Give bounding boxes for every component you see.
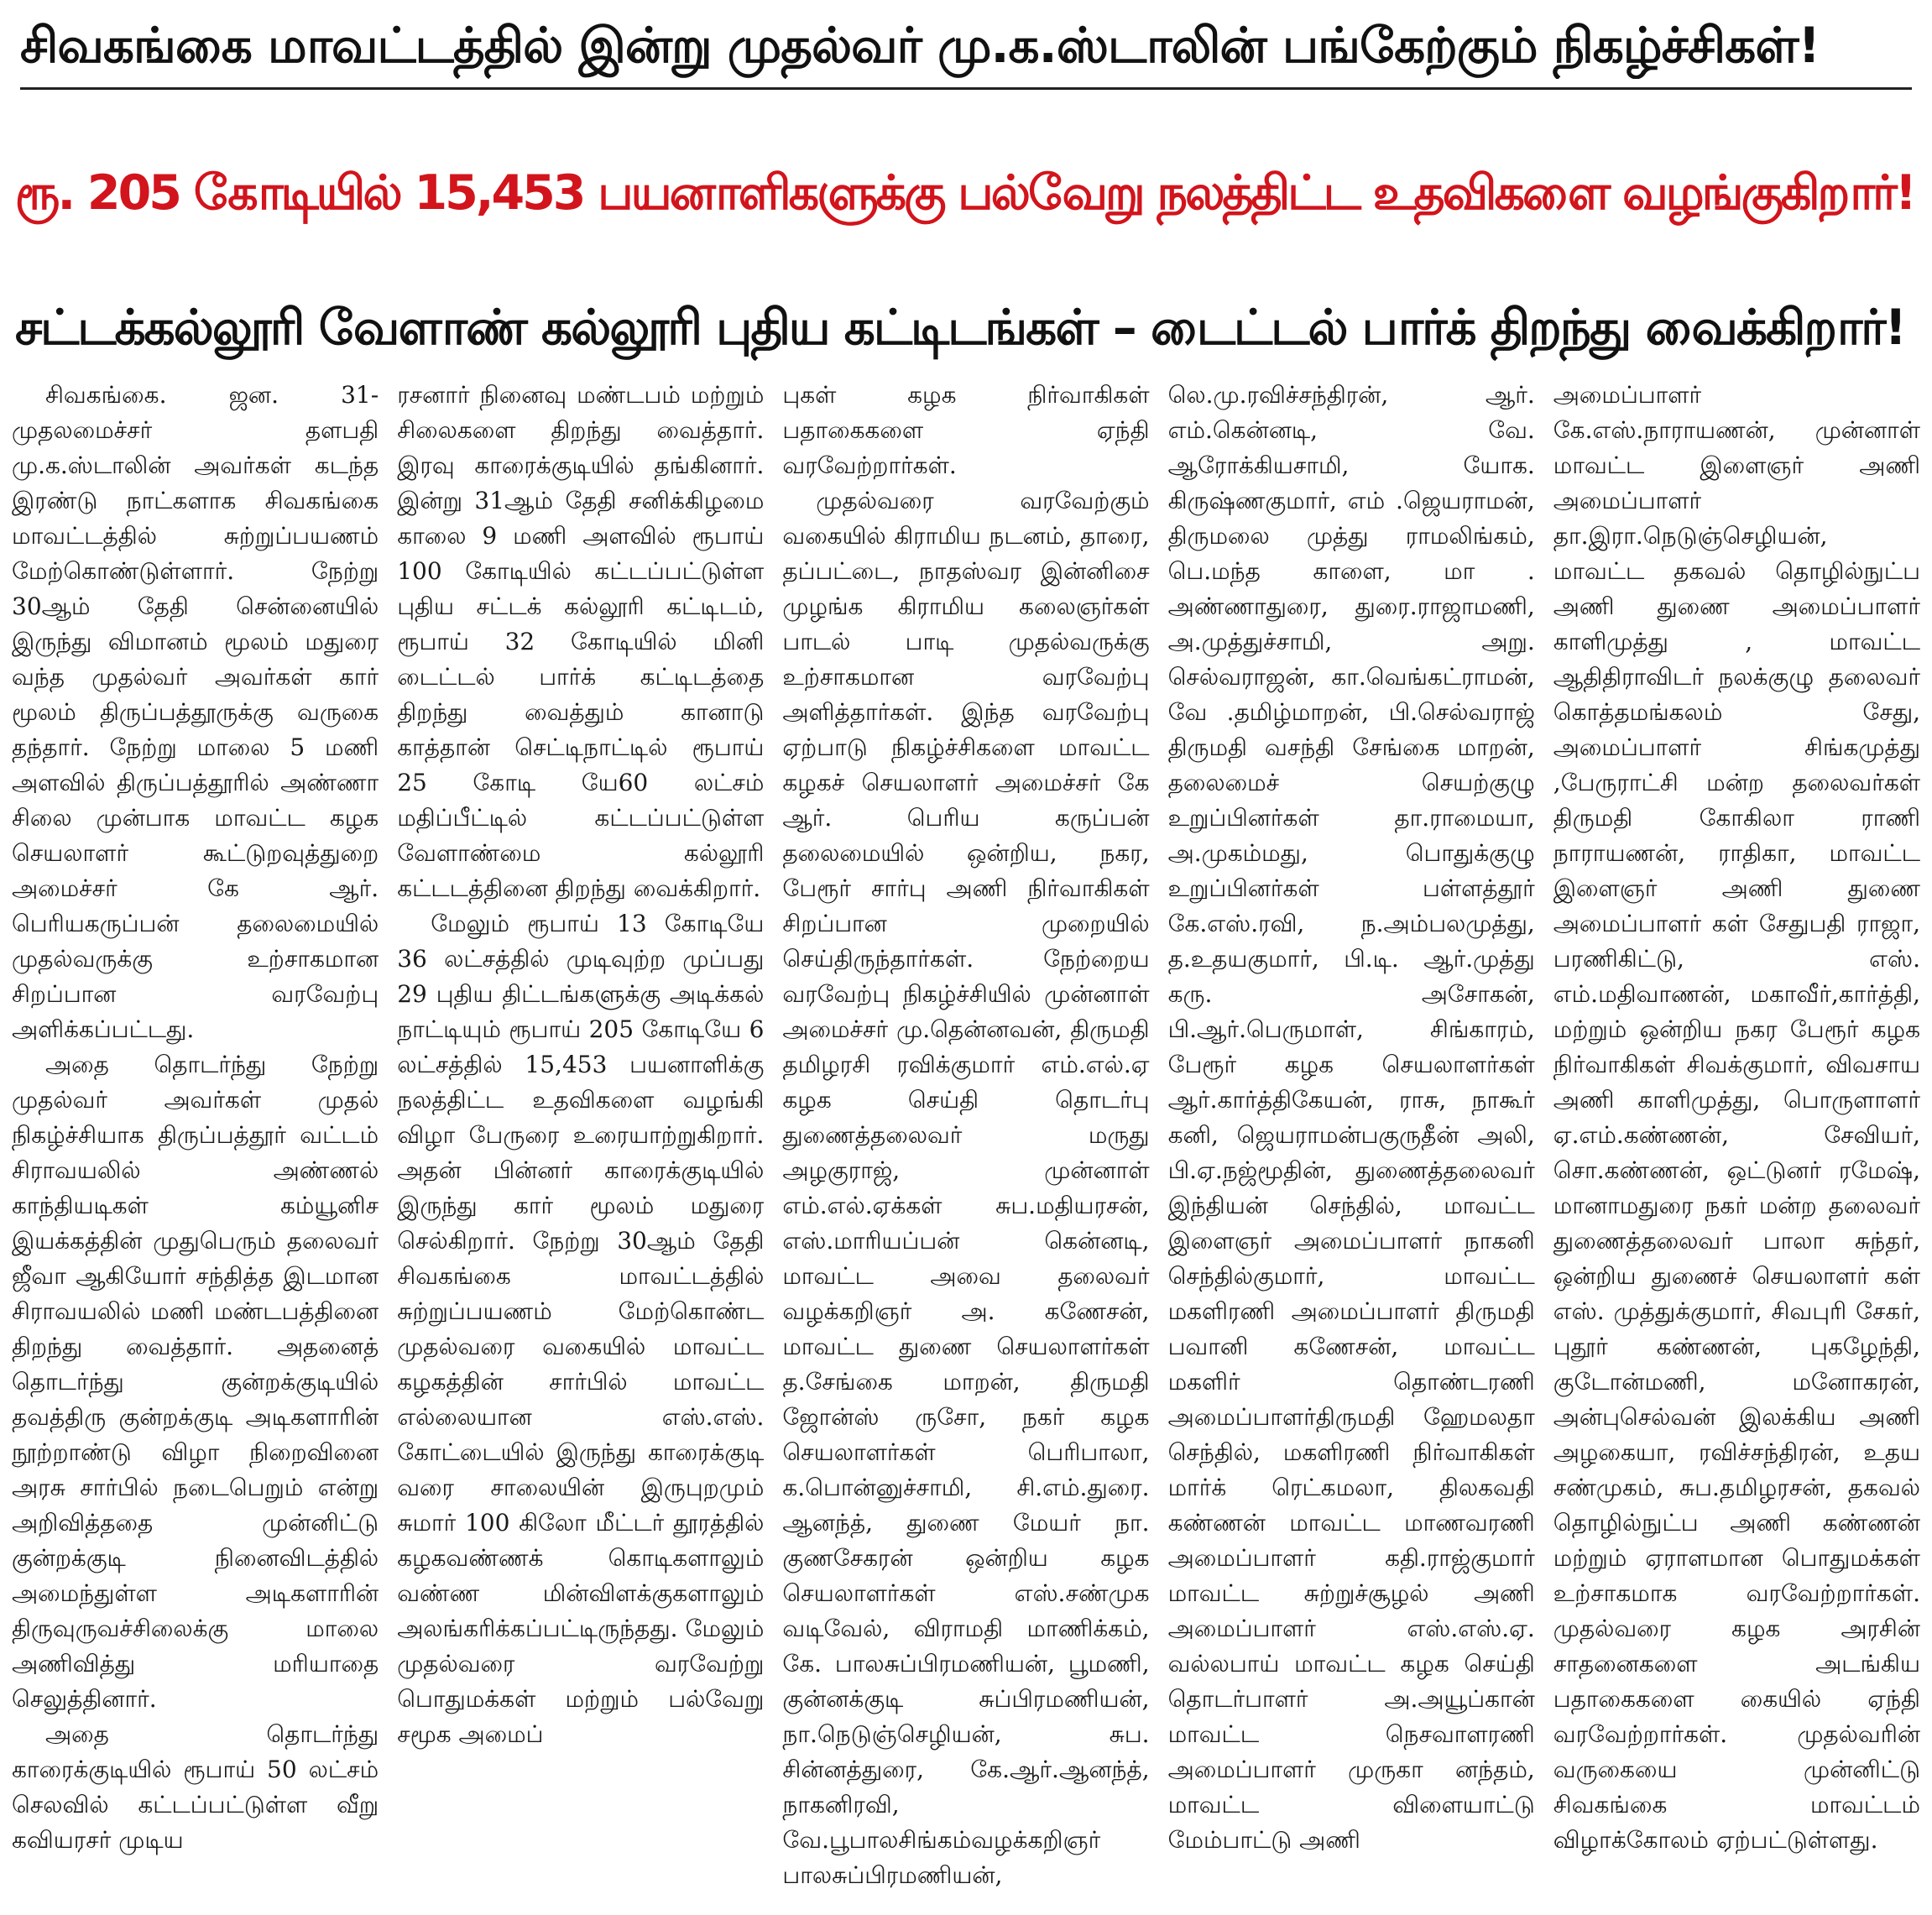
- paragraph: ரசனார் நினைவு மண்டபம் மற்றும் சிலைகளை திறந்து வைத்தார். இரவு காரைக்குடியில் தங்கினார். இன்று 31ஆம் தேதி சனிக்கிழமை காலை 9 மணி அளவில் ரூபாய் 100 கோடியில் கட்டப்பட்டுள்ள புதிய சட்டக் கல்லூரி கட்டிடம், ரூபாய் 32 கோடியில் மினி டைட்டல் பார்க் கட்டிடத்தை திறந்து வைத்தும் கானாடு காத்தான் செட்டிநாட்டில் ரூபாய் 25 கோடி யே60 லட்சம் மதிப்பீட்டில் கட்டப்பட்டுள்ள வேளாண்மை கல்லூரி கட்டடத்தினை திறந்து வைக்கிறார்.: [397, 381, 765, 902]
- paragraph: சிவகங்கை. ஜன. 31- முதலமைச்சர் தளபதி மு.க.ஸ்டாலின் அவர்கள் கடந்த இரண்டு நாட்களாக சிவகங்கை மாவட்டத்தில் சுற்றுப்பயணம் மேற்கொண்டுள்ளார். நேற்று 30ஆம் தேதி சென்னையில் இருந்து விமானம் மூலம் மதுரை வந்த முதல்வர் அவர்கள் கார் மூலம் திருப்பத்தூருக்கு வருகை தந்தார். நேற்று மாலை 5 மணி அளவில் திருப்பத்தூரில் அண்ணா சிலை முன்பாக மாவட்ட கழக செயலாளர் கூட்டுறவுத்துறை அமைச்சர் கே ஆர். பெரியகருப்பன் தலைமையில் முதல்வருக்கு உற்சாகமான சிறப்பான வரவேற்பு அளிக்கப்பட்டது.: [12, 381, 379, 1043]
- article-column-1: [12, 378, 379, 1909]
- kicker-headline: சிவகங்கை மாவட்டத்தில் இன்று முதல்வர் மு.க.ஸ்டாலின் பங்கேற்கும் நிகழ்ச்சிகள்!: [20, 17, 1820, 74]
- headline-rule: [20, 87, 1912, 90]
- paragraph: முதல்வரை வரவேற்கும் வகையில் கிராமிய நடனம், தாரை, தப்பட்டை, நாதஸ்வர இன்னிசை முழங்க கிராமிய கலைஞர்கள் பாடல் பாடி முதல்வருக்கு உற்சாகமான வரவேற்பு அளித்தார்கள். இந்த வரவேற்பு ஏற்பாடு நிகழ்ச்சிகளை மாவட்ட கழகச் செயலாளர் அமைச்சர் கே ஆர். பெரிய கருப்பன் தலைமையில் ஒன்றிய, நகர, பேரூர் சார்பு அணி நிர்வாகிகள் சிறப்பான முறையில் செய்திருந்தார்கள். நேற்றைய வரவேற்பு நிகழ்ச்சியில் முன்னாள் அமைச்சர் மு.தென்னவன், திருமதி தமிழரசி ரவிக்குமார் எம்.எல்.ஏ கழக செய்தி தொடர்பு துணைத்தலைவர் மருது அழகுராஜ், முன்னாள் எம்.எல்.ஏக்கள் சுப.மதியரசன், எஸ்.மாரியப்பன் கென்னடி, மாவட்ட அவை தலைவர் வழக்கறிஞர் அ. கணேசன், மாவட்ட துணை செயலாளர்கள் த.சேங்கை மாறன், திருமதி ஜோன்ஸ் ருசோ, நகர் கழக செயலாளர்கள் பெரிபாலா, க.பொன்னுச்சாமி, சி.எம்.துரை. ஆனந்த், துணை மேயர் நா. குணசேகரன் ஒன்றிய கழக செயலாளர்கள் எஸ்.சண்முக வடிவேல், விராமதி மாணிக்கம், கே. பாலசுப்பிரமணியன், பூமணி, குன்னக்குடி சுப்பிரமணியன், நா.நெடுஞ்செழியன், சுப. சின்னத்துரை, கே.ஆர்.ஆனந்த், நாகனிரவி, வே.பூபாலசிங்கம்வழக்கறிஞர் பாலசுப்பிரமணியன்,: [782, 487, 1150, 1889]
- article-column-3: [782, 378, 1149, 1909]
- article-column-2: [397, 378, 764, 1909]
- sub-headline: சட்டக்கல்லூரி வேளாண் கல்லூரி புதிய கட்டிடங்கள் – டைட்டல் பார்க் திறந்து வைக்கிறார்!: [15, 299, 1905, 356]
- article-column-4: [1168, 378, 1535, 1909]
- paragraph: அதை தொடர்ந்து காரைக்குடியில் ரூபாய் 50 லட்சம் செலவில் கட்டப்பட்டுள்ள வீறு கவியரசர் முடிய: [12, 1720, 379, 1854]
- paragraph: லெ.மு.ரவிச்சந்திரன், ஆர். எம்.கென்னடி, வே. ஆரோக்கியசாமி, யோக. கிருஷ்ணகுமார், எம் .ஜெயராமன், திருமலை முத்து ராமலிங்கம், பெ.மந்த காளை, மா . அண்ணாதுரை, துரை.ராஜாமணி, அ.முத்துச்சாமி, அறு. செல்வராஜன், கா.வெங்கட்ராமன், வே .தமிழ்மாறன், பி.செல்வராஜ் திருமதி வசந்தி சேங்கை மாறன், தலைமைச் செயற்குழு உறுப்பினர்கள் தா.ராமையா, அ.முகம்மது, பொதுக்குழு உறுப்பினர்கள் பள்ளத்தூர் கே.எஸ்.ரவி, ந.அம்பலமுத்து, த.உதயகுமார், பி.டி. ஆர்.முத்து கரு. அசோகன், பி.ஆர்.பெருமாள், சிங்காரம், பேரூர் கழக செயலாளர்கள் ஆர்.கார்த்திகேயன், ராசு, நாகூர் கனி, ஜெயராமன்பகுருதீன் அலி, பி.ஏ.நஜ்மூதின், துணைத்தலைவர் இந்தியன் செந்தில், மாவட்ட இளைஞர் அமைப்பாளர் நாகனி செந்தில்குமார், மாவட்ட மகளிரணி அமைப்பாளர் திருமதி பவானி கணேசன், மாவட்ட மகளிர் தொண்டரணி அமைப்பாளர்திருமதி ஹேமலதா செந்தில், மகளிரணி நிர்வாகிகள் மார்க் ரெட்கமலா, திலகவதி கண்ணன் மாவட்ட மாணவரணி அமைப்பாளர் கதி.ராஜ்குமார் மாவட்ட சுற்றுச்சூழல் அணி அமைப்பாளர் எஸ்.எஸ்.ஏ. வல்லபாய் மாவட்ட கழக செய்தி தொடர்பாளர் அ.அயூப்கான் மாவட்ட நெசவாளரணி அமைப்பாளர் முருகா னந்தம், மாவட்ட விளையாட்டு மேம்பாட்டு அணி: [1167, 381, 1535, 1854]
- paragraph: புகள் கழக நிர்வாகிகள் பதாகைகளை ஏந்தி வரவேற்றார்கள்.: [782, 381, 1150, 479]
- main-headline: ரூ. 205 கோடியில் 15,453 பயனாளிகளுக்கு பல்வேறு நலத்திட்ட உதவிகளை வழங்குகிறார்!: [15, 165, 1914, 221]
- article-body: [12, 378, 1920, 1909]
- paragraph: மேலும் ரூபாய் 13 கோடியே 36 லட்சத்தில் முடிவுற்ற முப்பது 29 புதிய திட்டங்களுக்கு அடிக்கல் நாட்டியும் ரூபாய் 205 கோடியே 6 லட்சத்தில் 15,453 பயனாளிக்கு நலத்திட்ட உதவிகளை வழங்கி விழா பேருரை உரையாற்றுகிறார். அதன் பின்னர் காரைக்குடியில் இருந்து கார் மூலம் மதுரை செல்கிறார். நேற்று 30ஆம் தேதி சிவகங்கை மாவட்டத்தில் சுற்றுப்பயணம் மேற்கொண்ட முதல்வரை வகையில் மாவட்ட கழகத்தின் சார்பில் மாவட்ட எல்லையான எஸ்.எஸ். கோட்டையில் இருந்து காரைக்குடி வரை சாலையின் இருபுறமும் சுமார் 100 கிலோ மீட்டர் தூரத்தில் கழகவண்ணக் கொடிகளாலும் வண்ண மின்விளக்குகளாலும் அலங்கரிக்கப்பட்டிருந்தது. மேலும் முதல்வரை வரவேற்று பொதுமக்கள் மற்றும் பல்வேறு சமூக அமைப்: [397, 910, 765, 1748]
- paragraph: அமைப்பாளர் கே.எஸ்.நாராயணன், முன்னாள் மாவட்ட இளைஞர் அணி அமைப்பாளர் தா.இரா.நெடுஞ்செழியன், மாவட்ட தகவல் தொழில்நுட்ப அணி துணை அமைப்பாளர் காளிமுத்து , மாவட்ட ஆதிதிராவிடர் நலக்குழு தலைவர் கொத்தமங்கலம் சேது, அமைப்பாளர் சிங்கமுத்து ,பேருராட்சி மன்ற தலைவர்கள் திருமதி கோகிலா ராணி நாராயணன், ராதிகா, மாவட்ட இளைஞர் அணி துணை அமைப்பாளர் கள் சேதுபதி ராஜா, பரணிகிட்டு, எஸ். எம்.மதிவாணன், மகாவீர்,கார்த்தி, மற்றும் ஒன்றிய நகர பேரூர் கழக நிர்வாகிகள் சிவக்குமார், விவசாய அணி காளிமுத்து, பொருளாளர் ஏ.எம்.கண்ணன், சேவியர், சொ.கண்ணன், ஒட்டுனர் ரமேஷ், மானாமதுரை நகர் மன்ற தலைவர் துணைத்தலைவர் பாலா சுந்தர், ஒன்றிய துணைச் செயலாளர் கள் எஸ். முத்துக்குமார், சிவபுரி சேகர், புதூர் கண்ணன், புகழேந்தி, குடோன்மணி, மனோகரன், அன்புசெல்வன் இலக்கிய அணி அழகையா, ரவிச்சந்திரன், உதய சண்முகம், சுப.தமிழரசன், தகவல் தொழில்நுட்ப அணி கண்ணன் மற்றும் ஏராளமான பொதுமக்கள் உற்சாகமாக வரவேற்றார்கள். முதல்வரை கழக அரசின் சாதனைகளை அடங்கிய பதாகைகளை கையில் ஏந்தி வரவேற்றார்கள். முதல்வரின் வருகையை முன்னிட்டு சிவகங்கை மாவட்டம் விழாக்கோலம் ஏற்பட்டுள்ளது.: [1553, 381, 1920, 1854]
- article-column-5: [1553, 378, 1920, 1909]
- paragraph: அதை தொடர்ந்து நேற்று முதல்வர் அவர்கள் முதல் நிகழ்ச்சியாக திருப்பத்தூர் வட்டம் சிராவயலில் அண்ணல் காந்தியடிகள் கம்யூனிச இயக்கத்தின் முதுபெரும் தலைவர் ஜீவா ஆகியோர் சந்தித்த இடமான சிராவயலில் மணி மண்டபத்தினை திறந்து வைத்தார். அதனைத் தொடர்ந்து குன்றக்குடியில் தவத்திரு குன்றக்குடி அடிகளாரின் நூற்றாண்டு விழா நிறைவினை அரசு சார்பில் நடைபெறும் என்று அறிவித்ததை முன்னிட்டு குன்றக்குடி நினைவிடத்தில் அமைந்துள்ள அடிகளாரின் திருவுருவச்சிலைக்கு மாலை அணிவித்து மரியாதை செலுத்தினார்.: [12, 1051, 379, 1713]
